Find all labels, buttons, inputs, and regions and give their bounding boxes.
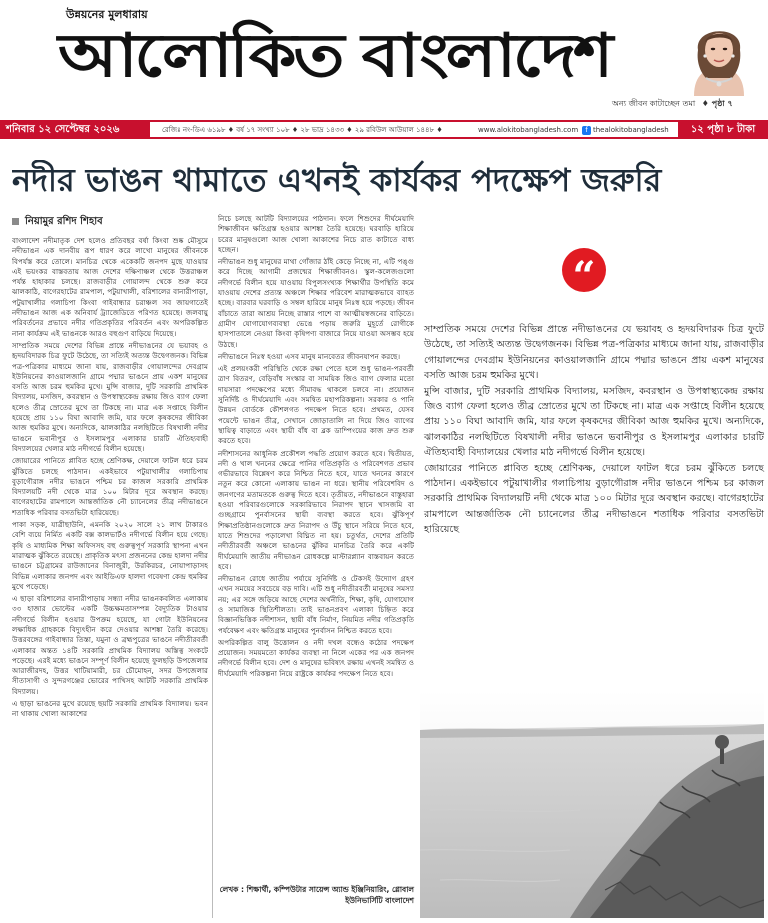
website-link[interactable]: www.alokitobangladesh.com: [478, 126, 579, 134]
author-name: নিয়ামুর রশিদ শিহাব: [25, 216, 103, 227]
paragraph: জোয়ারের পানিতে প্লাবিত হচ্ছে শ্রেণিকক্ষ, দেয়ালে ফাটল ধরে চরম ঝুঁকিতে চলছে পাঠদান। একইভাবে পটুয়াখালীর গলাচিপায় বুড়াগৌরাঙ্গ নদীর ভাঙনে পশ্চিম চর কাজল সরকারি প্রাথমিক বিদ্যালয়টি নদী থেকে মাত্র ১০০ মিটার দূরে অবস্থান করছে। বাগেরহাটের রামপালে আন্তর্জাতিক নৌ চ্যানেলের তীব্র নদীভাঙনে শতাধিক পরিবার বসতভিটা হারিয়েছে।: [12, 456, 208, 517]
article-column-1: [12, 236, 208, 918]
erosion-image: [420, 690, 764, 918]
pull-quote: [424, 322, 764, 538]
newspaper-logo[interactable]: আলোকিত বাংলাদেশ: [58, 21, 610, 91]
article-byline: [12, 214, 103, 231]
masthead-tagline: উন্নয়নের মুলধারায়: [66, 8, 148, 21]
column-divider: [212, 238, 213, 918]
riverbank-erosion-photo[interactable]: [420, 690, 764, 918]
article-column-2: [218, 214, 414, 874]
author-note: লেখক : শিক্ষার্থী, কম্পিউটার সায়েন্স অ্যান্ড ইঞ্জিনিয়ারিং, গ্লোবাল ইউনিভার্সিটি বাংলাদেশ: [219, 885, 414, 905]
facebook-link[interactable]: [582, 123, 669, 137]
pull-quote-paragraph: মুন্সি বাজার, দুটি সরকারি প্রাথমিক বিদ্যালয়, মসজিদ, কবরস্থান ও উপস্বাস্থ্যকেন্দ্র রক্ষায় জিও ব্যাগ ফেলা হলেও তীব্র স্রোতের মুখে তা টিকছে না। মাত্র এক সপ্তাহে বিলীন হয়েছে প্রায় ১১০ বিঘা আবাদি জমি, যার ফলে কৃষকদের জীবিকা আজ হুমকির মুখে। অন্যদিকে, ঝালকাঠির নলছিটিতে বিষখালী নদীর ভাঙনে ভবানীপুর ও ইসলামপুর এলাকার চারটি ঐতিহ্যবাহী বিদ্যালয়ের খেলার মাঠ নদীগর্ভে বিলীন হয়েছে।: [424, 385, 764, 459]
paragraph: পাকা সড়ক, যাত্রীছাউনি, এমনকি ২০২০ সালে ২১ লাখ টাকারও বেশি ব্যয়ে নির্মিত একটি বক্স কালভার্টও নদীগর্ভে বিলীন হয়ে গেছে। কৃষি ও মাধ্যমিক শিক্ষা অফিসসহ বহু গুরুত্বপূর্ণ সরকারি স্থাপনা এখন মারাত্মক ঝুঁকিতে রয়েছে। প্রাকৃতিক মৎস্য প্রজননের কেন্দ্র হালদা নদীর ভাঙনে চট্টগ্রামের রাউজানের বিনাজুরী, উরকিরচর, নোয়াপাড়াসহ বিভিন্ন এলাকার জনপদ এবং আইডিএফ হালদা গবেষণা কেন্দ্র হুমকির মুখে পড়েছে।: [12, 520, 208, 591]
paragraph: সাম্প্রতিক সময়ে দেশের বিভিন্ন প্রান্তে নদীভাঙনের যে ভয়াবহ ও হৃদয়বিদারক চিত্র ফুটে উঠেছে, তা সত্যিই অত্যন্ত উদ্বেগজনক। বিভিন্ন পত্র-পত্রিকার মাধ্যমে জানা যায়, রাজবাড়ীর গোয়ালন্দের দেবগ্রাম ইউনিয়নের কাওয়ালজানি গ্রামে পদ্মার ভাঙনে প্রায় একশ মানুষের বসতি আজ চরম হুমকির মুখে। মুন্সি বাজার, দুটি সরকারি প্রাথমিক বিদ্যালয়, মসজিদ, কবরস্থান ও উপস্বাস্থ্যকেন্দ্র রক্ষায় জিও ব্যাগ ফেলা হলেও তীব্র স্রোতের মুখে তা টিকছে না। মাত্র এক সপ্তাহে বিলীন হয়েছে প্রায় ১১০ বিঘা আবাদি জমি, যার ফলে কৃষকদের জীবিকা আজ হুমকির মুখে। অন্যদিকে, ঝালকাঠির নলছিটিতে বিষখালী নদীর ভাঙনে ভবানীপুর ও ইসলামপুর এলাকার চারটি ঐতিহ্যবাহী বিদ্যালয়ের খেলার মাঠ নদীগর্ভে বিলীন হয়েছে।: [12, 340, 208, 453]
paragraph: নদীভাঙন রোধে জাতীয় পর্যায়ে সুনির্দিষ্ট ও টেকসই উদ্যোগ গ্রহণ এখন সময়ের সবচেয়ে বড় দাবি। এটি শুধু নদীতীরবর্তী মানুষের সমস্যা নয়; এর সঙ্গে জড়িয়ে আছে দেশের অর্থনীতি, শিক্ষা, কৃষি, যোগাযোগ ও সামাজিক স্থিতিশীলতা। তাই ভাঙনপ্রবণ এলাকা চিহ্নিত করে বিজ্ঞানভিত্তিক নদীশাসন, স্থায়ী বাঁধ নির্মাণ, নিয়মিত নদীর গতিপ্রকৃতি পর্যবেক্ষণ এবং ক্ষতিগ্রস্ত মানুষের পুনর্বাসন নিশ্চিত করতে হবে।: [218, 574, 414, 635]
page-count-price: ১২ পৃষ্ঠা ৮ টাকা: [678, 120, 768, 139]
pull-quote-paragraph: সাম্প্রতিক সময়ে দেশের বিভিন্ন প্রান্তে নদীভাঙনের যে ভয়াবহ ও হৃদয়বিদারক চিত্র ফুটে উঠেছে, তা সত্যিই অত্যন্ত উদ্বেগজনক। বিভিন্ন পত্র-পত্রিকার মাধ্যমে জানা যায়, রাজবাড়ীর গোয়ালন্দের দেবগ্রাম ইউনিয়নের কাওয়ালজানি গ্রামে পদ্মার ভাঙনে প্রায় একশ মানুষের বসতি আজ চরম হুমকির মুখে।: [424, 324, 764, 382]
quote-icon: “: [562, 248, 606, 292]
paragraph: নদীভাঙনে নিঃস্ব হওয়া এসব মানুষ মানবেতর জীবনযাপন করছে।: [218, 351, 401, 361]
caption-text: অন্য জীবন কাটাচ্ছেন তমা: [612, 99, 696, 108]
info-bar: [0, 120, 768, 139]
byline-square-icon: [12, 218, 19, 225]
facebook-icon: f: [582, 126, 591, 135]
portrait-caption[interactable]: [612, 98, 733, 111]
issue-date: শনিবার ১২ সেপ্টেম্বর ২০২৬: [0, 120, 150, 139]
portrait-image: [676, 16, 762, 96]
pull-quote-paragraph: জোয়ারের পানিতে প্লাবিত হচ্ছে শ্রেণিকক্ষ, দেয়ালে ফাটল ধরে চরম ঝুঁকিতে চলছে পাঠদান। একইভাবে পটুয়াখালীর গলাচিপায় বুড়াগৌরাঙ্গ নদীর ভাঙনে পশ্চিম চর কাজল সরকারি প্রাথমিক বিদ্যালয়টি নদী থেকে মাত্র ১০০ মিটার দূরে অবস্থান করছে। বাগেরহাটের রামপালে আন্তর্জাতিক নৌ চ্যানেলের তীব্র নদীভাঙনে শতাধিক পরিবার বসতভিটা হারিয়েছে: [424, 462, 764, 536]
masthead: [0, 0, 768, 116]
paragraph: বাংলাদেশ নদীমাতৃক দেশ হলেও প্রতিবছর বর্ষা কিংবা শুষ্ক মৌসুমে নদীভাঙন এক দানবীয় রূপ ধারণ করে লাখো মানুষের জীবনকে বিপর্যস্ত করে তোলে। মানচিত্র থেকে একেকটি জনপদ মুছে যাওয়ার এই ভয়ংকর বাস্তবতায় আজ দেশের দক্ষিণাঞ্চল থেকে উত্তরাঞ্চল পর্যন্ত হাহাকার চলছে। রাজবাড়ীর গোয়ালন্দ থেকে শুরু করে ঝালকাঠি, বাগেরহাটের রামপাল, পটুয়াখালী, বরিশালের বানারীপাড়া, পটুয়াখালীর গলাচিপা কিংবা গাইবান্ধার চরাঞ্চল সব জায়গাতেই নদীভাঙন আজ এক অনিবার্য ট্র্যাজেডিতে পরিণত হয়েছে। জলবায়ু পরিবর্তনের প্রভাবে নদীর গতিপ্রকৃতির পরিবর্তন এবং অপরিকল্পিত নানা কার্যক্রম এই ভাঙনকে আরও বহুগুণ বাড়িয়ে দিয়েছে।: [12, 236, 208, 338]
paragraph: এ ছাড়া ভাঙনের মুখে রয়েছে ছয়টি সরকারি প্রাথমিক বিদ্যালয়। ভবন না থাকায় খোলা আকাশের: [12, 699, 208, 719]
paragraph: নিচে চলছে আটটি বিদ্যালয়ের পাঠদান। ফলে শিশুদের দীর্ঘমেয়াদি শিক্ষাজীবন ক্ষতিগ্রস্ত হওয়ার আশঙ্কা তৈরি হয়েছে। ঘরবাড়ি হারিয়ে চরের মানুষগুলো আজ খোলা আকাশের নিচে রাত কাটাতে বাধ্য হচ্ছেন।: [218, 214, 414, 254]
paragraph: অপরিকল্পিত বালু উত্তোলন ও নদী দখল বন্ধেও কঠোর পদক্ষেপ প্রয়োজন। সময়মতো কার্যকর ব্যবস্থা না নিলে একের পর এক জনপদ নদীগর্ভে বিলীন হবে। দেশ ও মানুষের ভবিষ্যৎ রক্ষায় এখনই সমন্বিত ও দীর্ঘমেয়াদি পরিকল্পনা নিয়ে রাষ্ট্রকে কার্যকর পদক্ষেপ নিতে হবে।: [218, 637, 414, 678]
facebook-handle: thealokitobangladesh: [593, 126, 669, 134]
paragraph: নদীভাঙন শুধু মানুষের মাথা গোঁজার ঠাঁই কেড়ে নিচ্ছে না, এটি পঙ্গু করে দিচ্ছে আগামী প্রজন্মের শিক্ষাজীবনও। স্কুল-কলেজগুলো নদীগর্ভে বিলীন হয়ে যাওয়ায় বিপুলসংখ্যক শিক্ষার্থীর উপস্থিতি কমে যাওয়ায় দেশের প্রত্যন্ত অঞ্চলে শিক্ষার পরিবেশ মারাত্মকভাবে ব্যাহত হচ্ছে। বারবার ঘরবাড়ি ও সম্বল হারিয়ে মানুষ নিঃস্ব হয়ে পড়ছে। জীবন বাঁচাতে তারা আশ্রয় নিচ্ছে রাস্তার পাশে বা আত্মীয়স্বজনের বাড়িতে। গ্রামীণ যোগাযোগব্যবস্থা ভেঙে পড়ায় জরুরি মুহূর্তে রোগীকে হাসপাতালে নেওয়া কিংবা কৃষিপণ্য বাজারে নিয়ে যাওয়া অসম্ভব হয়ে উঠছে।: [218, 257, 414, 349]
page-reference: ♦ পৃষ্ঠা ৭: [701, 99, 733, 108]
article-headline: নদীর ভাঙন থামাতে এখনই কার্যকর পদক্ষেপ জরুরি: [12, 161, 662, 199]
paragraph: এই প্রলয়ংকরী পরিস্থিতি থেকে রক্ষা পেতে হলে শুধু ভাঙন-পরবর্তী ত্রাণ বিতরণ, বেড়িবাঁধ সংস্কার বা সাময়িক জিও ব্যাগ ফেলার মতো দায়সারা পদক্ষেপের মধ্যে সীমাবদ্ধ থাকলে চলবে না। প্রয়োজন সুনির্দিষ্ট ও দীর্ঘমেয়াদি এবং সমন্বিত মহাপরিকল্পনা। সরকার ও পানি উন্নয়ন বোর্ডকে কৌশলগত পদক্ষেপ নিতে হবে। প্রথমত, যেসব পয়েন্টে ভাঙন তীব্র, সেখানে জোড়াতালি না দিয়ে জিও ব্যাগের স্থায়িত্ব বাড়াতে এবং স্থায়ী বাঁধ বা ব্লক ডাম্পিংয়ের কাজ দ্রুত শুরু করতে হবে।: [218, 364, 414, 446]
registration-info: রেজিঃ নং-ডিএ ৬১৯৮ ♦ বর্ষ ১৭ সংখ্যা ১০৮ ♦ ২৮ ভাদ্র ১৪৩৩ ♦ ২৯ রবিউল আউয়াল ১৪৪৮ ♦: [162, 126, 443, 134]
paragraph: এ ছাড়া বরিশালের বানারীপাড়ায় সন্ধ্যা নদীর ভাঙনকবলিত এলাকায় ৩৩ হাজার ভোল্টের একটি উচ্চক্ষমতাসম্পন্ন বৈদ্যুতিক টাওয়ার নদীগর্ভে বিলীন হওয়ার উপক্রম হয়েছে, যা গোটা ইউনিয়নের লক্ষাধিক গ্রাহককে বিদ্যুৎহীন করে দেওয়ার আশঙ্কা তৈরি করেছে। উত্তরবঙ্গের গাইবান্ধার তিস্তা, যমুনা ও ব্রহ্মপুত্রের ভাঙনে নদীতীরবর্তী এলাকার অন্তত ১৪টি সরকারি প্রাথমিক বিদ্যালয় অস্তিত্ব সংকটে পড়েছে। এরই মধ্যে ভাঙনে সম্পূর্ণ বিলীন হয়েছে ফুলছড়ি উপজেলার আরাজীরদহ, উত্তর খাটিয়ামারী, চর চৌমোহন, সদর উপজেলার সীতাসাগী ও সুন্দরগঞ্জের ভোরের পাখিসহ আটটি সরকারি প্রাথমিক বিদ্যালয়।: [12, 594, 208, 696]
celebrity-portrait[interactable]: [676, 16, 762, 96]
paragraph: নদীশাসনের আধুনিক প্রকৌশল পদ্ধতি প্রয়োগ করতে হবে। দ্বিতীয়ত, নদী ও খাল খননের ক্ষেত্রে পানির গতিপ্রকৃতি ও পরিবেশগত প্রভাব গভীরভাবে বিশ্লেষণ করে নিশ্চিত নিতে হবে, যাতে খননের কারণে নতুন করে কোনো এলাকায় ভাঙন না ধরে। স্থানীয় পরিবেশবিদ ও জনগণের মতামতকে গুরুত্ব দিতে হবে। তৃতীয়ত, নদীভাঙনে বাস্তুহারা হওয়া পরিবারগুলোকে সরকারিভাবে নিরাপদ স্থানে খাসজমি বা গুচ্ছগ্রামে পুনর্বাসনের স্থায়ী ব্যবস্থা করতে হবে। ঝুঁকিপূর্ণ শিক্ষাপ্রতিষ্ঠানগুলোকে দ্রুত নিরাপদ ও উঁচু স্থানে সরিয়ে নিতে হবে, যাতে শিশুদের পড়ালেখা বিঘ্নিত না হয়। চতুর্থত, দেশের প্রতিটি নদীতীরবর্তী অঞ্চলে ভাঙনের ঝুঁকির মানচিত্র তৈরি করে একটি দীর্ঘমেয়াদি জাতীয় নদীভাঙন রোধকল্পে মাস্টারপ্ল্যান বাস্তবায়ন করতে হবে।: [218, 448, 414, 571]
